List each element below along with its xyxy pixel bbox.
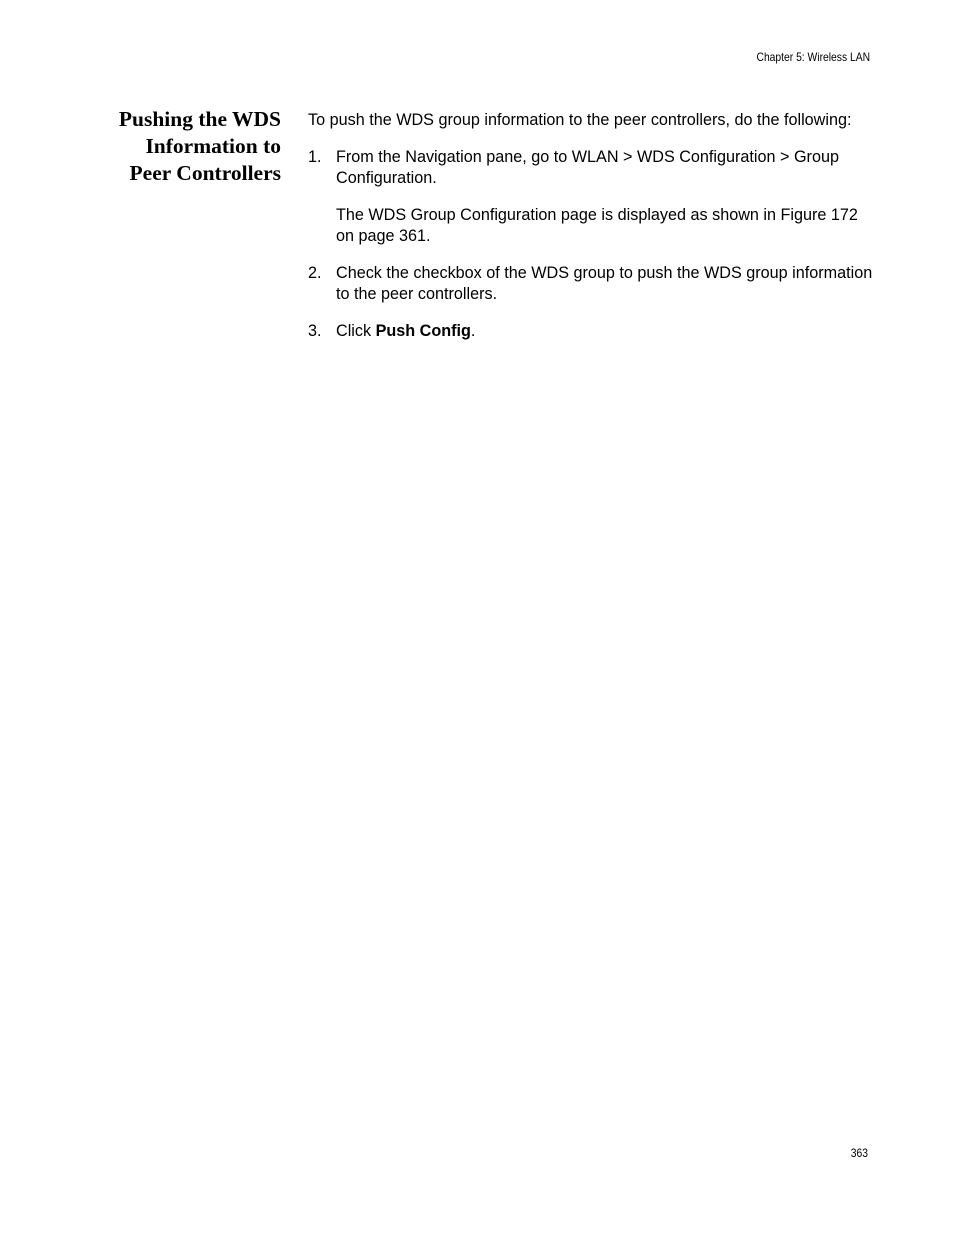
step-item [308, 263, 878, 305]
section-heading [81, 106, 281, 187]
step-text: Check the checkbox of the WDS group to push the WDS group information to the peer controllers. [336, 264, 873, 303]
step-text [336, 321, 878, 342]
step-number: 3. [308, 322, 322, 340]
step-item [308, 321, 878, 342]
step-number: 1. [308, 148, 322, 166]
intro-paragraph: To push the WDS group information to the peer controllers, do the following: [308, 111, 852, 129]
step-item [308, 147, 878, 247]
step-text-prefix: Click [336, 322, 376, 340]
step-number: 2. [308, 264, 322, 282]
step-text: From the Navigation pane, go to WLAN > WDS Configuration > Group Configuration. [336, 148, 839, 187]
running-header: Chapter 5: Wireless LAN [756, 50, 870, 64]
step-text-suffix: . [470, 322, 476, 340]
section-heading-line: Peer Controllers [129, 161, 281, 185]
page-number: 363 [850, 1146, 868, 1160]
section-heading-line: Information to [145, 134, 281, 158]
body-column [308, 110, 878, 358]
section-heading-line: Pushing the WDS [118, 107, 281, 131]
push-config-label: Push Config [375, 322, 471, 340]
step-note: The WDS Group Configuration page is displayed as shown in Figure 172 on page 361. [336, 206, 858, 245]
